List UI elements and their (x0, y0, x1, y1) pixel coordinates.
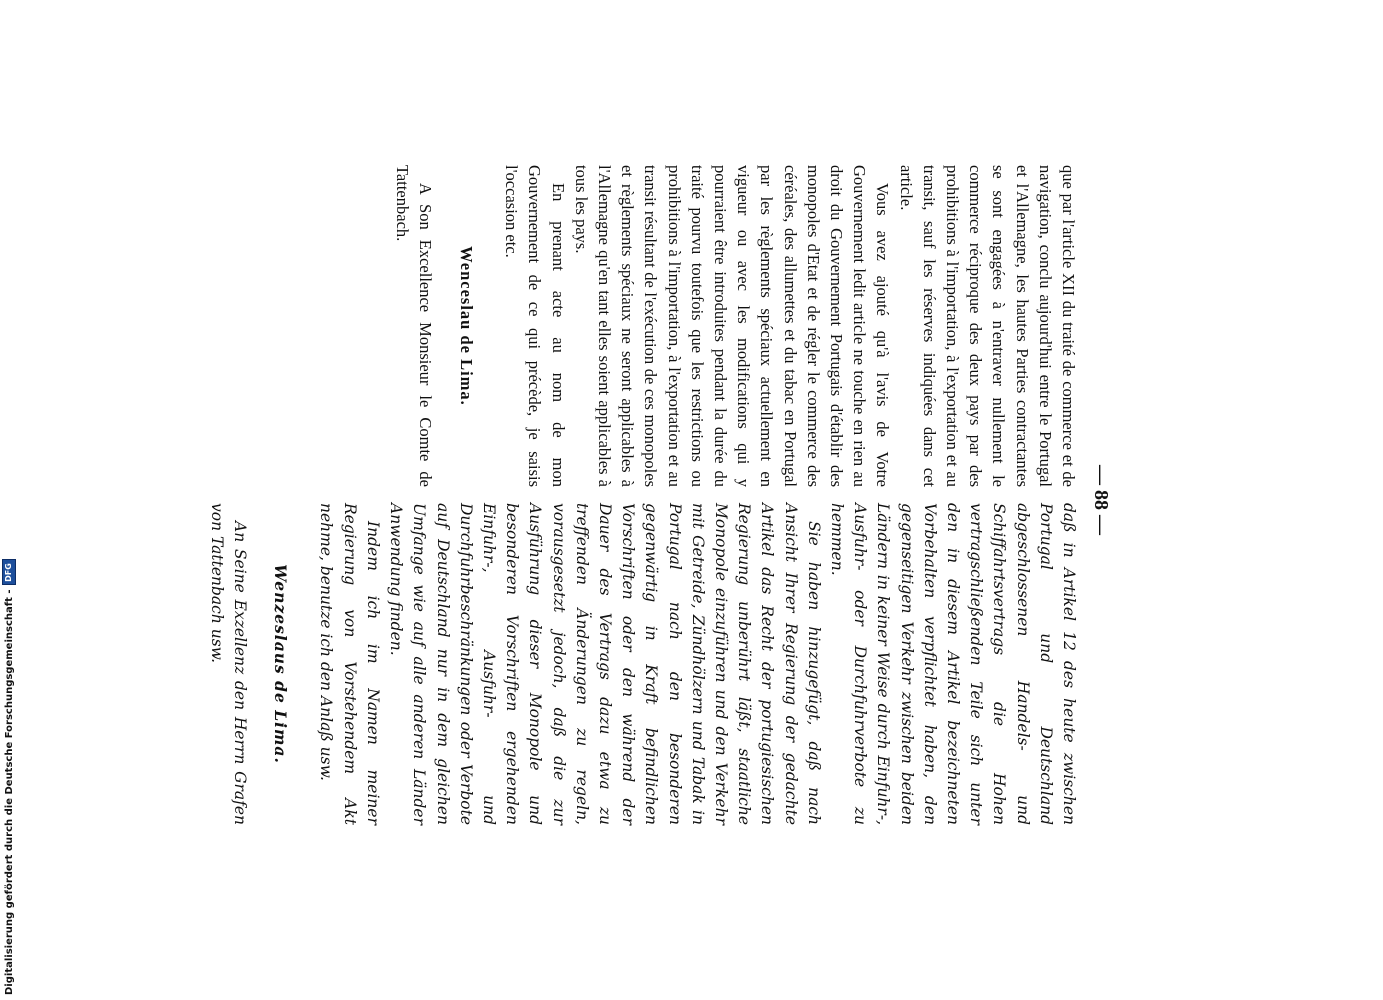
german-signature: Wenzeslaus de Lima. (271, 564, 291, 764)
rotated-page (207, 165, 1120, 865)
french-addressee: A Son Excellence Monsieur le Comte de Tattenbach. (392, 165, 435, 487)
french-paragraph-3: En prenant acte au nom de mon Gouvernement de ce qui précède, je saisis l'occasion etc. (502, 165, 568, 487)
credit-text: Digitalisierung gefördert durch die Deutsche Forschungsgemeinschaft - (3, 589, 15, 995)
french-signature: Wenceslau de Lima. (456, 246, 476, 406)
dfg-logo-icon: DFG (2, 559, 16, 585)
german-paragraph-3: Indem ich im Namen meiner Regierung von Vorstehendem Akt nehme, benutze ich den Anlaß usw. (317, 503, 382, 825)
french-paragraph-2: Vous avez ajouté qu'à l'avis de Votre Gouvernement ledit article ne touche en rien au droit du Gouvernement Portugais d'établir des monopoles d'Etat et de régler le commerce des céréales, des allumettes et du tabac en Portugal par les règlements spéciaux actuellement en vigueur ou avec les modifications qui y pourraient être introduites pendant la durée du traité pourvu toutefois que les restrictions ou prohibitions à l'importation, à l'exportation et au transit résultant de l'exécution de ces monopoles et règlements spéciaux ne seront applicables à l'Allemagne qu'en tant elles soient applicables à tous les pays. (571, 165, 893, 487)
page-number: — 88 — (1090, 465, 1112, 535)
german-paragraph-1: daß in Artikel 12 des heute zwischen Portugal und Deutschland abgeschlossenen Handels- und Schiffahrtsvertrags die Hohen vertragschließenden Teile sich unter den in diesem Artikel bezeichneten Vorbehalten verpflichtet haben, den gegenseitigen Verkehr zwischen beiden Ländern in keiner Weise durch Einfuhr-, Ausfuhr- oder Durchfuhrverbote zu hemmen. (827, 503, 1078, 825)
german-addressee: An Seine Exzellenz den Herrn Grafen von Tattenbach usw. (207, 503, 250, 825)
german-paragraph-2: Sie haben hinzugefügt, daß nach Ansicht Ihrer Regierung der gedachte Artikel das Recht der portugiesischen Regierung unberührt läßt, staatliche Monopole einzuführen und den Verkehr mit Getreide, Zündhölzern und Tabak in Portugal nach den besonderen gegenwärtig in Kraft befindlichen Vorschriften oder den während der Dauer des Vertrags dazu etwa zu treffenden Änderungen zu regeln, vorausgesetzt jedoch, daß die zur Ausführung dieser Monopole und besonderen Vorschriften ergehenden Einfuhr-, Ausfuhr- und Durchfuhrbeschränkungen oder Verbote auf Deutschland nur in dem gleichen Umfange wie auf alle anderen Länder Anwendung finden. (387, 503, 823, 825)
digitization-credit (2, 559, 16, 995)
german-column (205, 503, 1080, 825)
french-paragraph-1: que par l'article XII du traité de commerce et de navigation, conclu aujourd'hui entre le Portugal et l'Allemagne, les hautes Parties contractantes se sont engagées à n'entraver nullement le commerce réciproque des deux pays par des prohibitions à l'importation, à l'exportation et au transit, sauf les réserves indiquées dans cet article. (896, 165, 1078, 487)
french-column (390, 165, 1080, 487)
